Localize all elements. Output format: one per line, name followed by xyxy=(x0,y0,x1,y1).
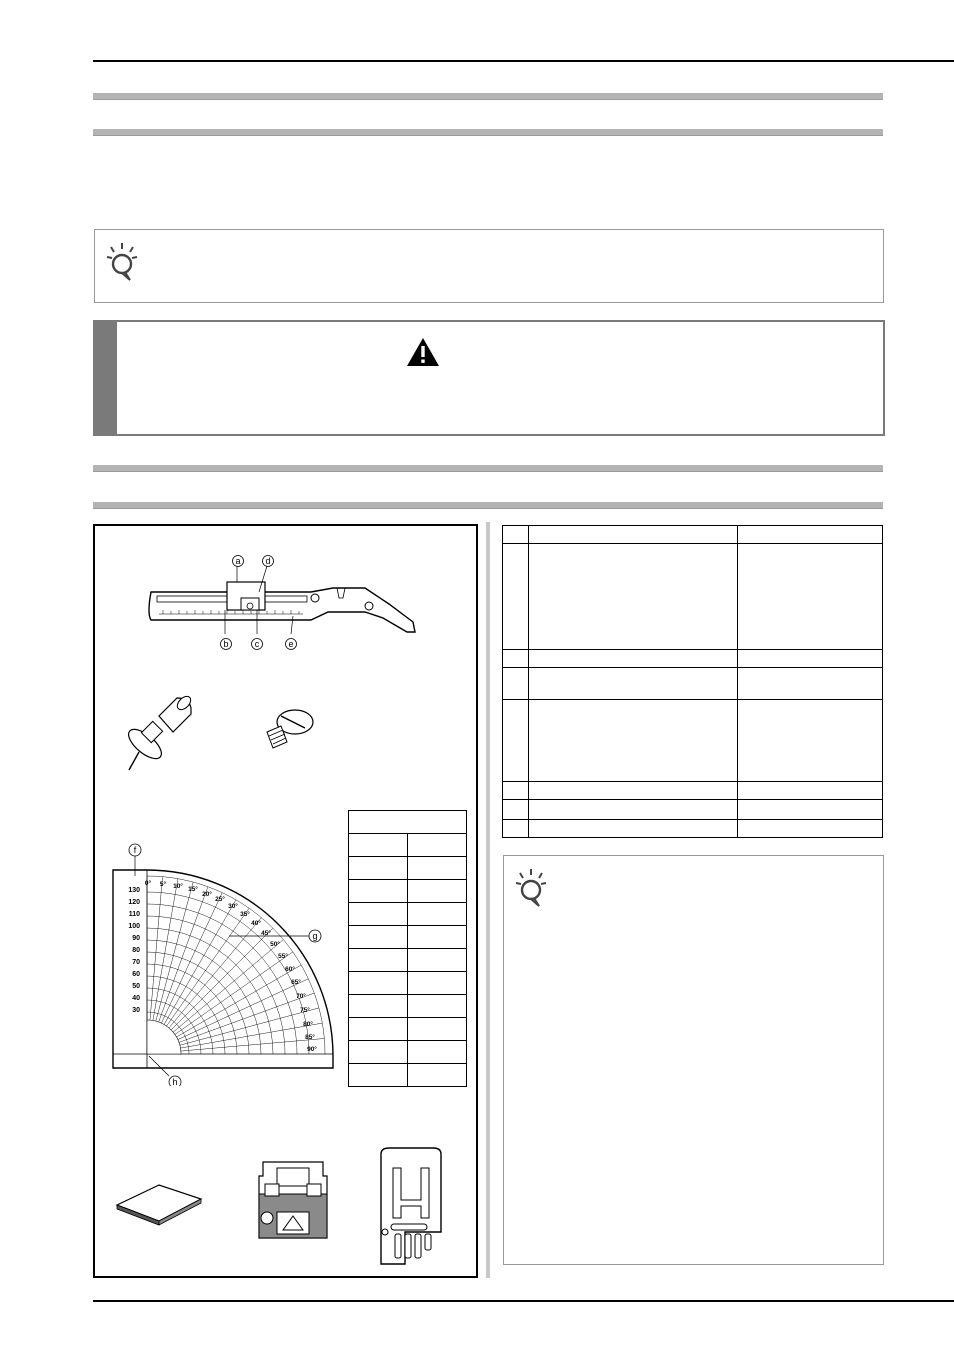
parts-table-header xyxy=(503,526,883,544)
warning-triangle-icon xyxy=(406,337,440,367)
angle-20: 20° xyxy=(202,891,212,898)
accessories-figure-box xyxy=(93,524,478,1278)
angle-30: 30° xyxy=(228,903,238,910)
angle-75: 75° xyxy=(300,1007,310,1014)
angle-table-header xyxy=(349,811,467,834)
page-bottom-rule xyxy=(93,1300,954,1302)
table-row xyxy=(349,1064,467,1087)
label-a: a xyxy=(235,556,241,566)
parts-table xyxy=(502,525,883,838)
memory-card-illustration xyxy=(113,1171,205,1231)
monogramming-foot-illustration xyxy=(371,1144,451,1268)
angle-25: 25° xyxy=(215,896,225,903)
note-box-2 xyxy=(503,855,884,1265)
angle-55: 55° xyxy=(278,953,288,960)
screw-illustration xyxy=(259,706,319,756)
table-row xyxy=(349,903,467,926)
table-row xyxy=(503,782,883,800)
table-row xyxy=(349,926,467,949)
angle-5: 5° xyxy=(159,881,167,888)
page-top-rule xyxy=(93,60,954,62)
caution-box xyxy=(93,320,885,436)
section-band-2-top xyxy=(93,465,883,472)
table-row xyxy=(503,668,883,700)
table-row xyxy=(349,1018,467,1041)
table-row xyxy=(503,544,883,650)
label-f: f xyxy=(133,845,137,855)
circular-sewing-attachment-illustration xyxy=(143,552,423,652)
table-row xyxy=(503,820,883,838)
label-g: g xyxy=(312,931,318,941)
scale-40: 40 xyxy=(132,995,140,1002)
angle-15: 15° xyxy=(188,886,198,893)
scale-50: 50 xyxy=(132,983,140,990)
section-band-1-bottom xyxy=(93,129,883,136)
angle-35: 35° xyxy=(240,911,250,918)
note-lightbulb-icon xyxy=(105,240,139,282)
angle-80: 80° xyxy=(303,1021,313,1028)
table-row xyxy=(349,995,467,1018)
scale-30: 30 xyxy=(132,1007,140,1014)
table-row xyxy=(349,857,467,880)
table-row xyxy=(349,834,467,857)
scale-70: 70 xyxy=(132,959,140,966)
table-row xyxy=(349,1041,467,1064)
table-row xyxy=(349,949,467,972)
angle-10: 10° xyxy=(173,883,183,890)
section-band-2-bottom xyxy=(93,502,883,509)
protractor-illustration xyxy=(107,836,337,1086)
label-c: c xyxy=(254,639,260,649)
section-band-1-top xyxy=(93,93,883,100)
scale-130: 130 xyxy=(128,887,140,894)
angle-70: 70° xyxy=(296,993,306,1000)
scale-120: 120 xyxy=(128,899,140,906)
table-row xyxy=(503,700,883,782)
scale-110: 110 xyxy=(128,911,140,918)
scale-90: 90 xyxy=(132,935,140,942)
angle-table xyxy=(348,810,467,1087)
label-h: h xyxy=(172,1077,178,1086)
note-box xyxy=(94,229,884,303)
scale-80: 80 xyxy=(132,947,140,954)
scale-60: 60 xyxy=(132,971,140,978)
label-d: d xyxy=(265,556,271,566)
pin-illustration xyxy=(119,694,199,774)
angle-50: 50° xyxy=(270,941,280,948)
presser-foot-illustration xyxy=(255,1154,331,1246)
table-row xyxy=(503,650,883,668)
note-lightbulb-icon xyxy=(514,866,548,908)
label-e: e xyxy=(288,639,294,649)
angle-65: 65° xyxy=(291,979,301,986)
angle-60: 60° xyxy=(285,966,295,973)
table-row xyxy=(349,972,467,995)
caution-side-bar xyxy=(95,322,117,434)
angle-0: 0° xyxy=(144,880,152,887)
angle-85: 85° xyxy=(305,1034,315,1041)
angle-40: 40° xyxy=(251,920,261,927)
table-row xyxy=(349,880,467,903)
scale-100: 100 xyxy=(128,923,140,930)
table-row xyxy=(503,800,883,820)
label-b: b xyxy=(223,639,229,649)
column-divider xyxy=(486,522,490,1278)
angle-90: 90° xyxy=(307,1046,317,1053)
angle-45: 45° xyxy=(261,930,271,937)
